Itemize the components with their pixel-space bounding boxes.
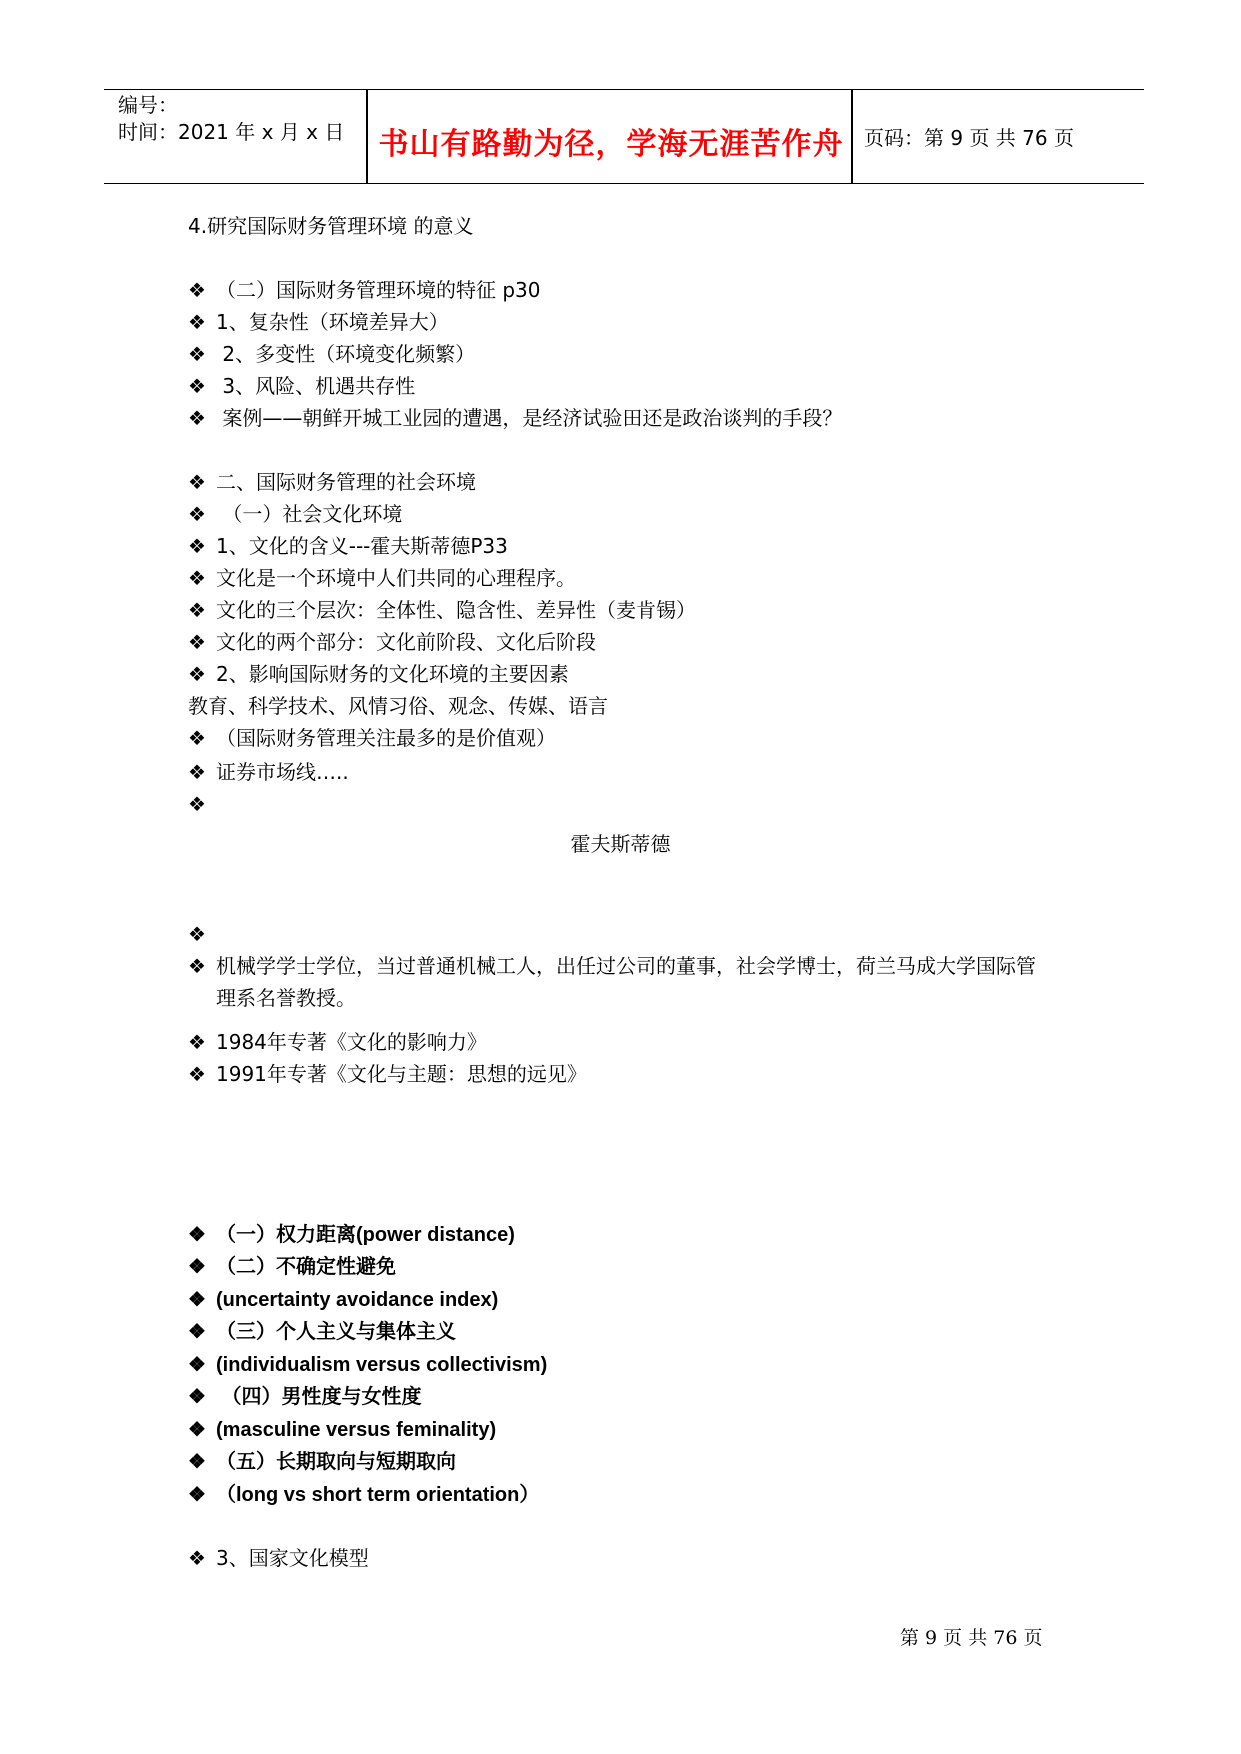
bullet-text: 1984年专著《文化的影响力》 xyxy=(216,1030,487,1054)
bullet-text: （四）男性度与女性度 xyxy=(216,1386,422,1408)
bullet-text: （二）不确定性避免 xyxy=(216,1256,396,1278)
bullet-text: (individualism versus collectivism) xyxy=(216,1354,548,1376)
bullet-item xyxy=(188,792,216,816)
header-page-info: 页码：第 9 页 共 76 页 xyxy=(864,126,1074,150)
bullet-item xyxy=(188,1385,422,1409)
bullet-item xyxy=(188,1223,515,1247)
bullet-text: （long vs short term orientation） xyxy=(216,1484,540,1506)
page-header xyxy=(104,89,1144,184)
bullet-item xyxy=(188,1288,498,1312)
bullet-icon: ❖ xyxy=(188,1289,206,1311)
bullet-text: 1、复杂性（环境差异大） xyxy=(216,310,449,334)
bullet-text: （三）个人主义与集体主义 xyxy=(216,1321,456,1343)
bullet-item xyxy=(188,598,696,622)
bullet-text: 3、风险、机遇共存性 xyxy=(216,374,416,398)
bullet-icon: ❖ xyxy=(188,726,206,750)
page-footer: 第 9 页 共 76 页 xyxy=(900,1627,1043,1649)
bullet-text: 二、国际财务管理的社会环境 xyxy=(216,470,476,494)
bullet-text: (uncertainty avoidance index) xyxy=(216,1289,499,1311)
bullet-text: 2、多变性（环境变化频繁） xyxy=(216,342,476,366)
bullet-icon: ❖ xyxy=(188,954,206,978)
bullet-icon: ❖ xyxy=(188,760,206,784)
bullet-item xyxy=(188,1062,587,1086)
serial-label: 编号： xyxy=(118,93,178,117)
content-line: 教育、科学技术、风情习俗、观念、传媒、语言 xyxy=(188,694,608,718)
bullet-icon: ❖ xyxy=(188,1321,206,1343)
bullet-text: 文化的三个层次：全体性、隐含性、差异性（麦肯锡） xyxy=(216,598,696,622)
bullet-text: (masculine versus feminality) xyxy=(216,1419,497,1441)
bullet-text: 1、文化的含义---霍夫斯蒂德P33 xyxy=(216,534,508,558)
content-line: 4.研究国际财务管理环境 的意义 xyxy=(188,214,474,238)
bullet-icon: ❖ xyxy=(188,1224,206,1246)
bullet-item xyxy=(188,342,475,366)
bullet-icon: ❖ xyxy=(188,1386,206,1408)
bullet-icon: ❖ xyxy=(188,502,206,526)
bullet-text: （一）社会文化环境 xyxy=(216,502,403,526)
bullet-icon: ❖ xyxy=(188,1419,206,1441)
bullet-icon: ❖ xyxy=(188,342,206,366)
header-meta xyxy=(118,92,344,146)
bullet-icon: ❖ xyxy=(188,662,206,686)
bullet-icon: ❖ xyxy=(188,1354,206,1376)
bullet-item xyxy=(188,726,556,750)
bullet-item xyxy=(188,922,216,946)
bullet-icon: ❖ xyxy=(188,1546,206,1570)
bullet-item xyxy=(188,374,415,398)
bullet-icon: ❖ xyxy=(188,406,206,430)
bullet-icon: ❖ xyxy=(188,630,206,654)
header-divider xyxy=(366,90,368,183)
bullet-icon: ❖ xyxy=(188,374,206,398)
bullet-icon: ❖ xyxy=(188,1256,206,1278)
bullet-item xyxy=(188,1450,456,1474)
bullet-item xyxy=(188,310,449,334)
bullet-text: 3、国家文化模型 xyxy=(216,1546,369,1570)
bullet-item xyxy=(188,950,1048,1014)
bullet-item xyxy=(188,1255,396,1279)
bullet-item xyxy=(188,662,569,686)
bullet-item xyxy=(188,1483,539,1507)
bullet-item xyxy=(188,502,402,526)
centered-heading: 霍夫斯蒂德 xyxy=(570,832,671,856)
bullet-text: （五）长期取向与短期取向 xyxy=(216,1451,456,1473)
bullet-icon: ❖ xyxy=(188,922,206,946)
bullet-item xyxy=(188,1320,456,1344)
bullet-text: 2、影响国际财务的文化环境的主要因素 xyxy=(216,662,569,686)
bullet-icon: ❖ xyxy=(188,278,206,302)
bullet-item xyxy=(188,1030,487,1054)
bullet-item xyxy=(188,630,596,654)
bullet-item xyxy=(188,406,842,430)
bullet-text: 机械学学士学位，当过普通机械工人，出任过公司的董事，社会学博士，荷兰马成大学国际管理系名誉教授。 xyxy=(216,954,1036,1010)
bullet-text: 案例——朝鲜开城工业园的遭遇，是经济试验田还是政治谈判的手段？ xyxy=(216,406,843,430)
bullet-item xyxy=(188,1418,496,1442)
bullet-text: （国际财务管理关注最多的是价值观） xyxy=(216,726,556,750)
bullet-item xyxy=(188,566,576,590)
bullet-item xyxy=(188,760,349,784)
bullet-text: （一）权力距离(power distance) xyxy=(216,1224,515,1246)
bullet-icon: ❖ xyxy=(188,310,206,334)
time-label: 时间：2021 年 x 月 x 日 xyxy=(118,120,345,144)
bullet-icon: ❖ xyxy=(188,1451,206,1473)
bullet-icon: ❖ xyxy=(188,566,206,590)
bullet-icon: ❖ xyxy=(188,1030,206,1054)
header-motto: 书山有路勤为径，学海无涯苦作舟 xyxy=(378,127,844,162)
bullet-item xyxy=(188,1546,369,1570)
bullet-item xyxy=(188,470,476,494)
header-divider xyxy=(851,90,853,183)
bullet-item xyxy=(188,534,508,558)
bullet-text: 证券市场线….. xyxy=(216,760,349,784)
bullet-text: 文化的两个部分：文化前阶段、文化后阶段 xyxy=(216,630,596,654)
bullet-text: 1991年专著《文化与主题：思想的远见》 xyxy=(216,1062,587,1086)
bullet-icon: ❖ xyxy=(188,534,206,558)
bullet-icon: ❖ xyxy=(188,792,206,816)
bullet-icon: ❖ xyxy=(188,598,206,622)
bullet-item xyxy=(188,278,541,302)
bullet-icon: ❖ xyxy=(188,1062,206,1086)
bullet-icon: ❖ xyxy=(188,470,206,494)
bullet-text: （二）国际财务管理环境的特征 p30 xyxy=(216,278,541,302)
bullet-text: 文化是一个环境中人们共同的心理程序。 xyxy=(216,566,576,590)
bullet-icon: ❖ xyxy=(188,1484,206,1506)
bullet-item xyxy=(188,1353,547,1377)
